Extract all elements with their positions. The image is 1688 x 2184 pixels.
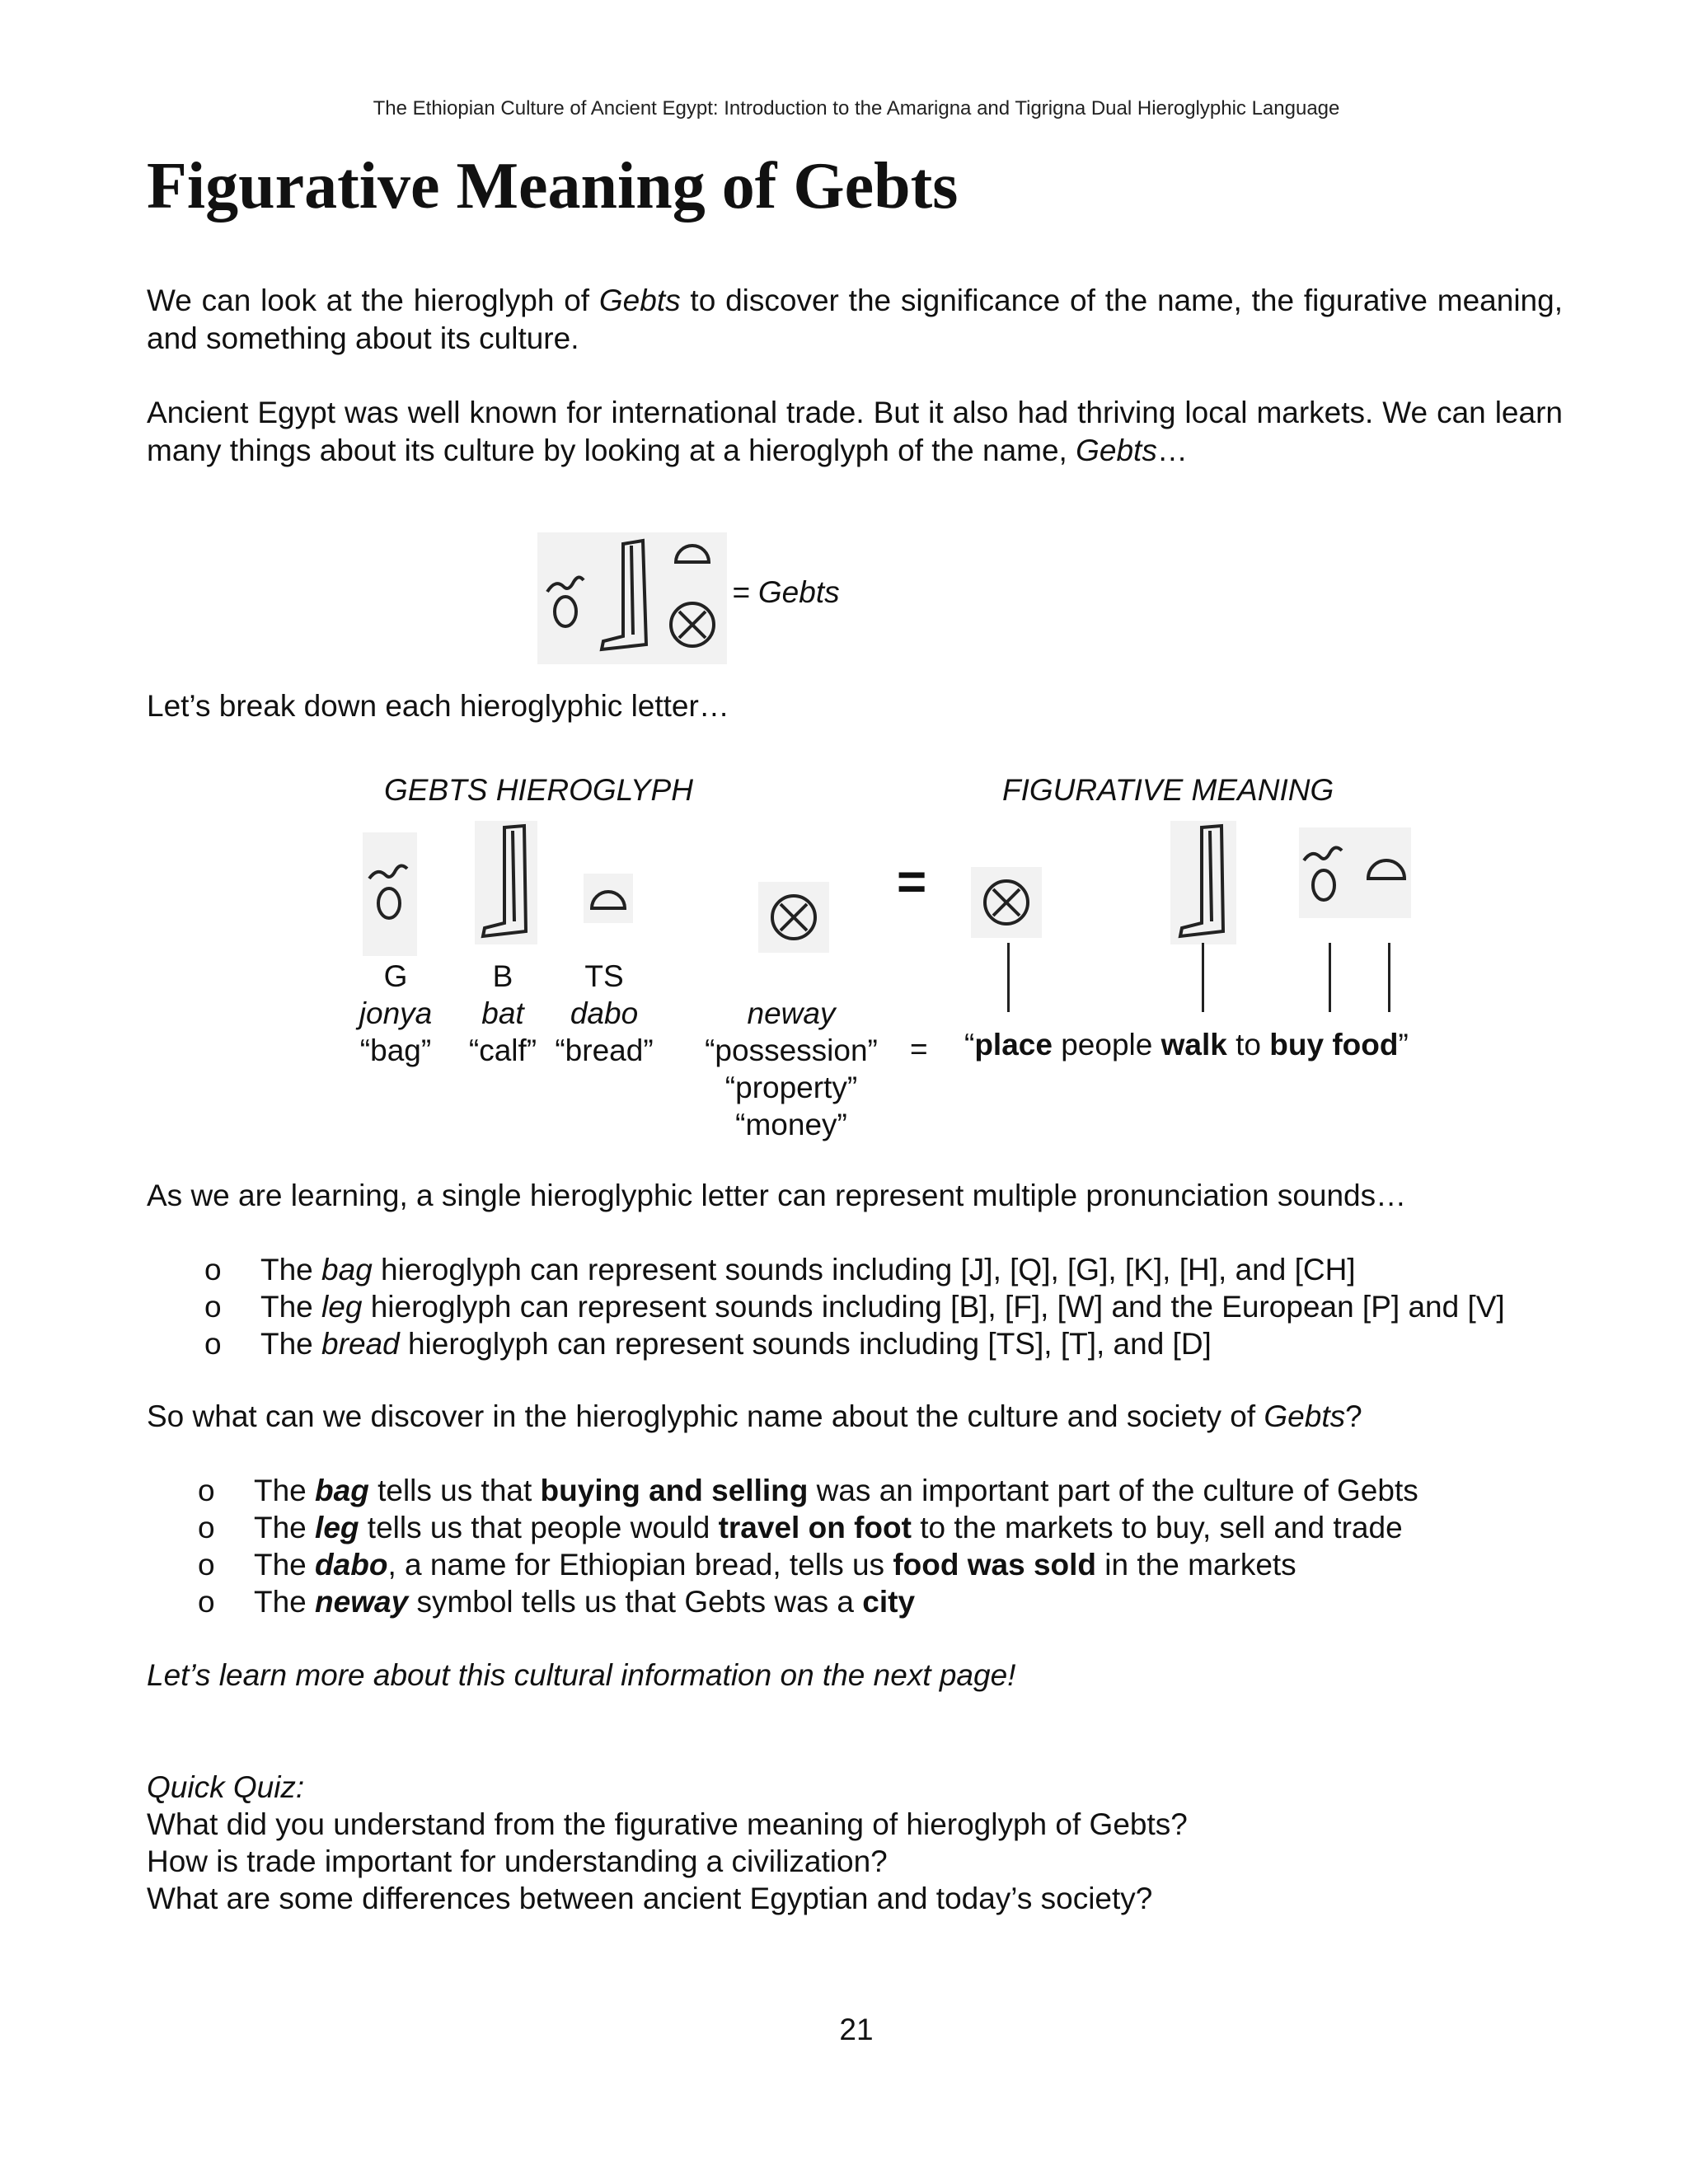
intro-paragraph-2 — [147, 394, 1563, 470]
list-item — [198, 1546, 1582, 1583]
connector-line-food — [1388, 943, 1390, 1012]
item-italic: bag — [321, 1253, 373, 1286]
item-bold-italic: bag — [315, 1474, 369, 1507]
item-italic: leg — [321, 1290, 363, 1324]
bread-glyph — [584, 874, 633, 923]
bullet-marker: o — [204, 1290, 222, 1324]
item-bold: travel on foot — [718, 1511, 912, 1544]
intro2-ellipsis: … — [1156, 434, 1188, 467]
meaning-to: to — [1226, 1028, 1270, 1062]
small-equals-sign: = — [910, 1032, 928, 1066]
intro2-gebts-italic: Gebts — [1076, 434, 1157, 467]
meaning-buy: buy — [1269, 1028, 1325, 1062]
list-item — [198, 1472, 1582, 1509]
neway-meaning: “money” — [735, 1108, 847, 1141]
item-text: The — [254, 1474, 316, 1507]
letter-meaning: “bread” — [555, 1033, 654, 1067]
letter-label: TS — [584, 959, 624, 993]
intro-text-end: to discover the significance of the name, the figurative meaning, and something about its culture. — [147, 284, 1563, 355]
item-text: tells us that people would — [359, 1511, 719, 1544]
letter-column-b — [453, 958, 552, 1069]
item-text: to the markets to buy, sell and trade — [911, 1511, 1403, 1544]
item-italic: bread — [321, 1327, 400, 1361]
quick-quiz — [147, 1769, 1563, 1917]
bullet-marker: o — [204, 1327, 222, 1361]
city-glyph-right — [971, 867, 1042, 938]
culture-intro — [147, 1398, 1563, 1436]
letter-label: B — [492, 959, 513, 993]
item-text: hieroglyph can represent sounds including [J], [Q], [G], [K], [H], and [CH] — [372, 1253, 1356, 1286]
quiz-heading: Quick Quiz: — [147, 1770, 305, 1804]
connector-line-walk — [1202, 943, 1204, 1012]
letter-meaning: “bag” — [359, 1033, 432, 1067]
item-text: The — [254, 1548, 316, 1582]
big-equals-sign: = — [897, 854, 927, 911]
next-page-note: Let’s learn more about this cultural information on the next page! — [147, 1658, 1016, 1692]
neway-column — [692, 995, 890, 1143]
meaning-walk: walk — [1160, 1028, 1227, 1062]
list-item — [198, 1509, 1582, 1546]
culture-intro-end: ? — [1345, 1399, 1362, 1433]
breakdown-intro: Let’s break down each hieroglyphic letter… — [147, 689, 729, 723]
intro-gebts-italic: Gebts — [598, 284, 681, 317]
letter-meaning: “calf” — [468, 1033, 537, 1067]
item-bold-italic: neway — [315, 1585, 409, 1619]
bag-glyph — [363, 832, 417, 956]
sounds-list — [204, 1251, 1573, 1362]
bullet-marker: o — [198, 1474, 215, 1507]
bullet-marker: o — [198, 1585, 215, 1619]
item-text: symbol tells us that Gebts was a — [408, 1585, 863, 1619]
bag-bread-glyph-right — [1299, 827, 1411, 918]
item-text: The — [260, 1327, 322, 1361]
meaning-place: place — [974, 1028, 1053, 1062]
item-bold-italic: dabo — [315, 1548, 388, 1582]
page-title: Figurative Meaning of Gebts — [147, 150, 959, 223]
meaning-space — [1324, 1028, 1332, 1062]
item-text: in the markets — [1096, 1548, 1296, 1582]
neway-word: neway — [747, 996, 836, 1030]
letter-word: jonya — [359, 996, 433, 1030]
letter-column-g — [346, 958, 445, 1069]
right-heading: FIGURATIVE MEANING — [1002, 773, 1334, 807]
culture-intro-text: So what can we discover in the hieroglyphic name about the culture and society of — [147, 1399, 1264, 1433]
item-text: , a name for Ethiopian bread, tells us — [387, 1548, 893, 1582]
figurative-meaning-text — [964, 1028, 1409, 1062]
letter-label: G — [383, 959, 408, 993]
bullet-marker: o — [198, 1511, 215, 1544]
neway-meaning: “possession” — [705, 1033, 878, 1067]
left-heading: GEBTS HIEROGLYPH — [384, 773, 693, 807]
intro-paragraph-1 — [147, 282, 1563, 358]
neway-meaning: “property” — [724, 1071, 858, 1104]
gebts-equals-label: = Gebts — [732, 575, 840, 609]
leg-glyph — [475, 821, 537, 944]
item-bold: food was sold — [893, 1548, 1097, 1582]
bullet-marker: o — [204, 1253, 222, 1286]
letter-column-ts — [551, 958, 658, 1069]
item-text: The — [254, 1585, 316, 1619]
item-bold-italic: leg — [315, 1511, 359, 1544]
item-text: tells us that — [368, 1474, 541, 1507]
list-item — [198, 1583, 1582, 1620]
list-item — [204, 1251, 1573, 1288]
intro-text: We can look at the hieroglyph of — [147, 284, 599, 317]
quiz-question: What did you understand from the figurative meaning of hieroglyph of Gebts? — [147, 1807, 1188, 1841]
letter-word: dabo — [570, 996, 639, 1030]
quote-close: ” — [1398, 1028, 1409, 1062]
item-text: The — [254, 1511, 316, 1544]
letter-word: bat — [481, 996, 524, 1030]
item-bold: city — [862, 1585, 916, 1619]
culture-intro-italic: Gebts — [1264, 1399, 1346, 1433]
intro2-text: Ancient Egypt was well known for international trade. But it also had thriving local markets. We can learn many things about its culture by looking at a hieroglyph of the name, — [147, 396, 1563, 467]
item-text: was an important part of the culture of Gebts — [808, 1474, 1418, 1507]
item-bold: buying and selling — [540, 1474, 809, 1507]
gebts-name-glyph — [537, 532, 727, 664]
quiz-question: How is trade important for understanding a civilization? — [147, 1844, 888, 1878]
item-text: hieroglyph can represent sounds including [B], [F], [W] and the European [P] and [V] — [362, 1290, 1505, 1324]
list-item — [204, 1325, 1573, 1362]
leg-glyph-right — [1170, 821, 1236, 944]
quiz-question: What are some differences between ancient Egyptian and today’s society? — [147, 1882, 1153, 1915]
sounds-intro: As we are learning, a single hieroglyphic letter can represent multiple pronunciation sounds… — [147, 1179, 1407, 1212]
city-glyph — [758, 882, 829, 953]
meaning-food: food — [1332, 1028, 1399, 1062]
item-text: The — [260, 1253, 322, 1286]
culture-list — [198, 1472, 1582, 1620]
connector-line-buy — [1329, 943, 1331, 1012]
running-header: The Ethiopian Culture of Ancient Egypt: Introduction to the Amarigna and Tigrigna Dual Hieroglyphic Language — [373, 97, 1340, 120]
quote-open: “ — [964, 1028, 975, 1062]
meaning-people: people — [1052, 1028, 1161, 1062]
connector-line-place — [1007, 943, 1010, 1012]
page-number: 21 — [839, 2013, 874, 2046]
bullet-marker: o — [198, 1548, 215, 1582]
list-item — [204, 1288, 1573, 1325]
item-text: hieroglyph can represent sounds including [TS], [T], and [D] — [399, 1327, 1212, 1361]
item-text: The — [260, 1290, 322, 1324]
